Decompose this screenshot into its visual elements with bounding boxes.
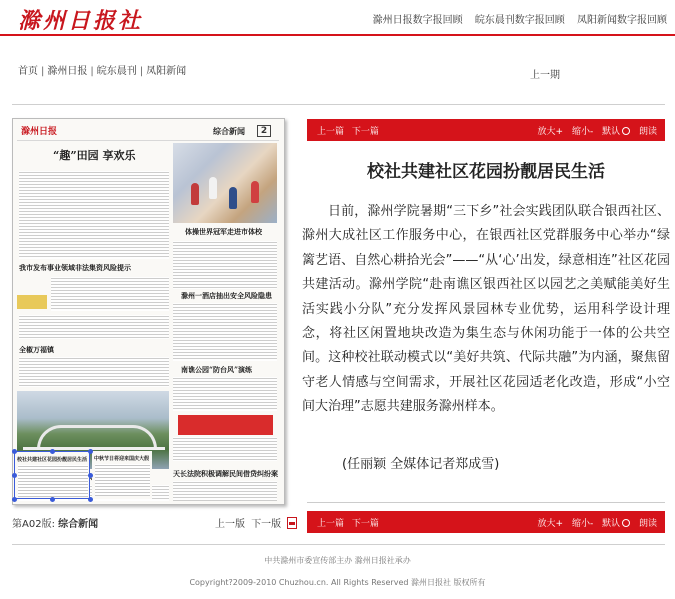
article-paragraph: 日前，滁州学院暑期“三下乡”社会实践团队联合银西社区、滁州大成社区工作服务中心，在银西社区党群服务中心举办“绿篱艺语、自然心耕拾光会”——“从‘心’出发，绿意相连”社区花园共建活动。滁州学院“赴南谯区银西社区以园艺之美赋能美好生活实践小分队”充分发挥风景园林专业优势，运用科学设计理念，将社区闲置地块改造为集生态与休闲功能于一体的公共空间。这种校社联动模式以“美好共筑、代际共融”为内涵，聚焦留守老人情感与空间需求，开展社区花园适老化改造，形成“小空间大治理”志愿共建服务滁州样本。 [302,204,670,415]
breadcrumb-separator: | [90,66,94,77]
selection-handle[interactable] [88,449,93,454]
article-area[interactable]: 天长法院积极调解民间借贷纠纷案 [173,469,278,478]
page-masthead [17,123,279,141]
selection-handle[interactable] [12,473,17,478]
pdf-icon[interactable] [287,517,297,529]
selection-handle[interactable] [88,497,93,502]
page-nav [215,515,297,530]
article-thumb-title: 中秋节日将迎来国庆大假 [94,456,150,462]
article-body [302,200,670,420]
archive-link-wandong[interactable]: 皖东晨刊数字报回顾 [474,15,565,26]
next-article-link[interactable]: 下一篇 [351,519,379,529]
text-block [51,277,169,311]
prev-page-link[interactable]: 上一版 [215,519,245,530]
divider [12,544,665,545]
site-header [0,0,675,36]
article-area[interactable]: 全椒万福镇 [19,345,54,354]
article-area[interactable]: 滁州一酒店抽出安全风险隐患 [181,291,272,300]
page-number-label: 第A02版: [12,519,55,530]
zoom-out-button[interactable]: 缩小- [571,519,594,529]
mini-page-number: 2 [257,125,271,137]
text-block [173,377,277,411]
prev-article-link[interactable]: 上一篇 [317,519,345,529]
selection-handle[interactable] [88,473,93,478]
zoom-in-button[interactable]: 放大+ [537,519,564,529]
site-logo[interactable]: 滁州日报社 [18,8,144,34]
next-page-link[interactable]: 下一版 [251,519,282,530]
breadcrumb-fengyang[interactable]: 凤阳新闻 [146,66,187,77]
default-size-label: 默认 [602,519,621,529]
article-toolbar-bottom [307,511,665,533]
zoom-in-button[interactable]: 放大+ [537,127,564,137]
selection-handle[interactable] [50,449,55,454]
prev-article-link[interactable]: 上一篇 [317,127,345,137]
default-size-button[interactable] [602,519,630,529]
article-toolbar-top [307,119,665,141]
article-title: 校社共建社区花园扮靓居民生活 [367,162,605,182]
footer-copyright: Copyright?2009-2010 Chuzhou.cn. All Rights Reserved 滁州日报社 版权所有 [189,578,486,587]
page-label [12,515,98,530]
circle-icon [622,127,630,135]
article-area[interactable]: 体操世界冠军走进市体校 [185,227,262,236]
article-author: (任丽颖 全媒体记者郑成雪) [342,457,500,472]
archive-link-chuzhou[interactable]: 滁州日报数字报回顾 [372,15,463,26]
text-block [173,303,277,361]
article-area[interactable]: “趣”田园 享欢乐 [53,149,136,162]
text-block [19,315,169,339]
next-article-link[interactable]: 下一篇 [351,127,379,137]
read-aloud-button[interactable]: 朗读 [638,127,657,137]
selection-handle[interactable] [50,497,55,502]
mini-section-label: 综合新闻 [213,127,245,136]
text-block [173,481,277,501]
article-area[interactable]: 南谯公园“防台风”演练 [181,365,253,374]
newspaper-page-image[interactable] [12,118,285,505]
selected-article-thumb-title: 校社共建社区花园扮靓居民生活 [17,457,88,463]
default-size-button[interactable] [602,127,630,137]
divider [12,104,665,105]
article-area[interactable]: 我市发布事业领域非法集资风险提示 [19,263,131,272]
breadcrumb-home[interactable]: 首页 [18,66,38,77]
breadcrumb-separator: | [41,66,45,77]
archive-links [364,11,667,26]
banner-ad [178,415,273,435]
text-block [173,437,277,461]
selected-article-highlight[interactable] [14,451,90,499]
text-block [95,464,150,496]
text-block [173,241,277,289]
text-block [18,465,88,497]
text-block [19,171,169,259]
zoom-out-button[interactable]: 缩小- [571,127,594,137]
text-block [19,357,169,387]
footer-sponsor: 中共滁州市委宣传部主办 滁州日报社承办 [264,556,411,565]
gymnastics-photo [173,143,277,223]
prev-period-link[interactable]: 上一期 [530,70,560,81]
breadcrumb-separator: | [139,66,144,77]
breadcrumb-wandong[interactable]: 皖东晨刊 [96,66,137,77]
divider [307,502,665,503]
default-size-label: 默认 [602,127,621,137]
ad-thumbnail [17,295,47,309]
mini-logo: 滁州日报 [21,127,58,137]
circle-icon [622,519,630,527]
selection-handle[interactable] [12,497,17,502]
page-section-name: 综合新闻 [58,519,99,530]
breadcrumb [18,62,186,77]
read-aloud-button[interactable]: 朗读 [638,519,657,529]
article-area[interactable] [92,451,152,499]
selection-handle[interactable] [12,449,17,454]
breadcrumb-chuzhou-daily[interactable]: 滁州日报 [47,66,88,77]
archive-link-fengyang[interactable]: 凤阳新闻数字报回顾 [577,15,667,26]
